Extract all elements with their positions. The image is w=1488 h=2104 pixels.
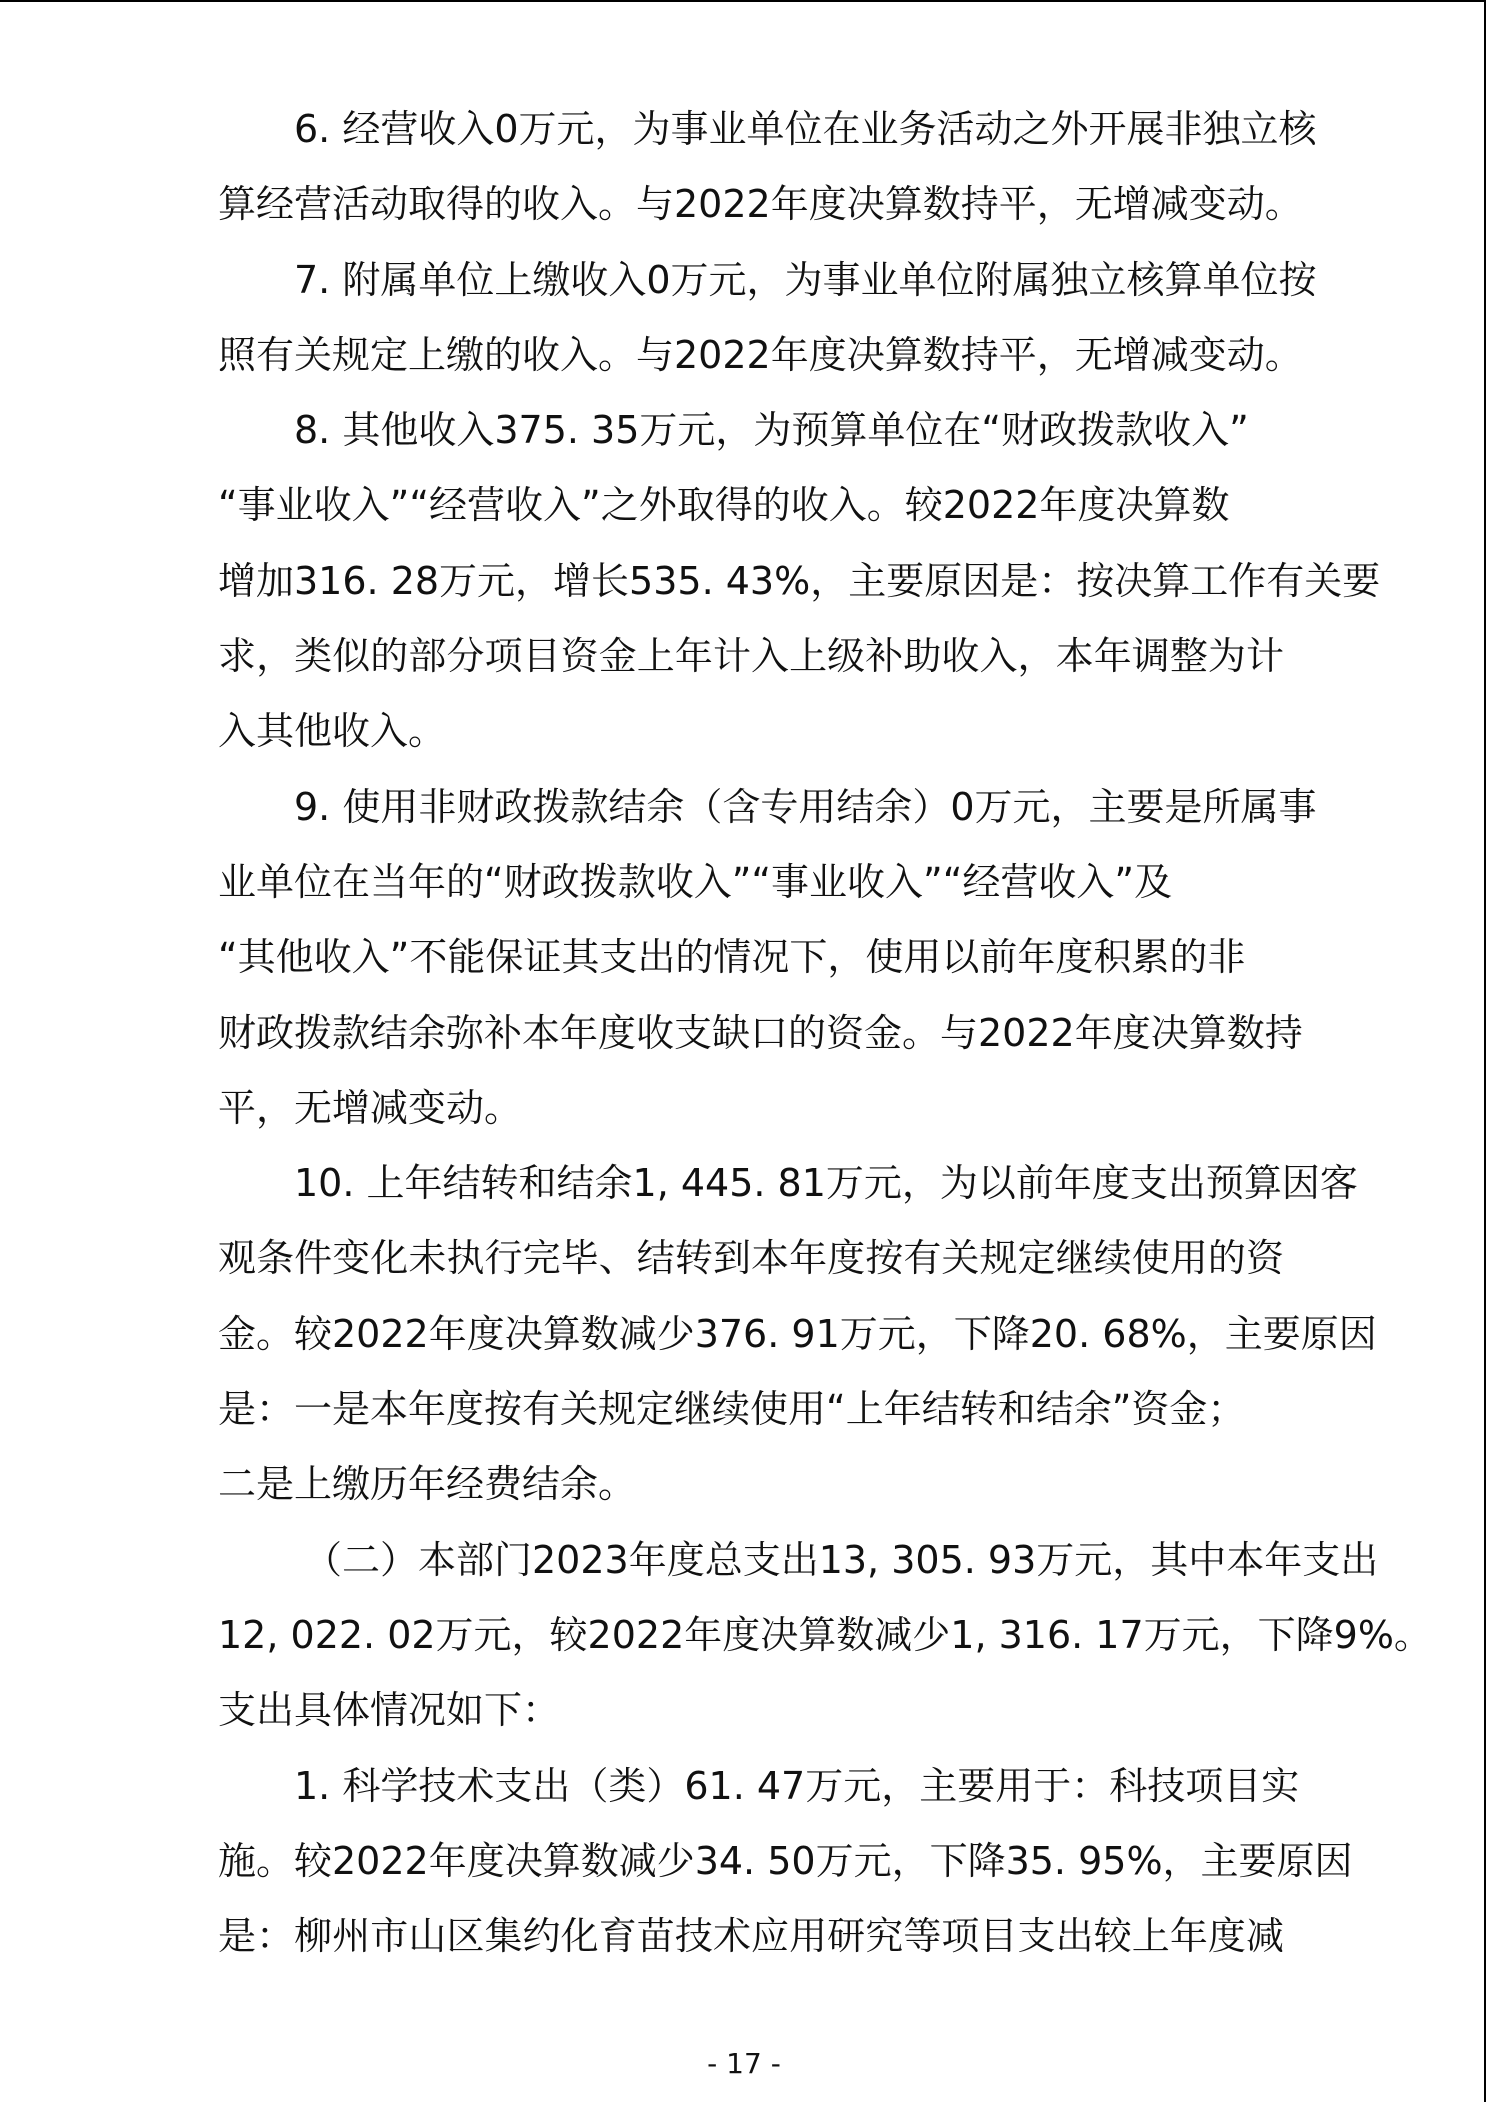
text-line: 是：柳州市山区集约化育苗技术应用研究等项目支出较上年度减: [218, 1914, 1284, 1959]
text-line: 增加316. 28万元，增长535. 43%，主要原因是：按决算工作有关要: [218, 558, 1381, 603]
text-line: 7. 附属单位上缴收入0万元，为事业单位附属独立核算单位按: [294, 257, 1317, 302]
text-line: 6. 经营收入0万元，为事业单位在业务活动之外开展非独立核: [294, 107, 1317, 151]
text-line: （二）本部门2023年度总支出13, 305. 93万元，其中本年支出: [304, 1537, 1379, 1582]
text-line: 12, 022. 02万元，较2022年度决算数减少1, 316. 17万元，下降9%。: [218, 1612, 1432, 1657]
text-line: 财政拨款结余弥补本年度收支缺口的资金。与2022年度决算数持: [218, 1010, 1303, 1055]
text-line: 支出具体情况如下：: [218, 1688, 561, 1733]
text-line: 观条件变化未执行完毕、结转到本年度按有关规定继续使用的资: [218, 1236, 1284, 1281]
text-line: 二是上缴历年经费结余。: [218, 1462, 637, 1507]
text-line: “事业收入”“经营收入”之外取得的收入。较2022年度决算数: [218, 483, 1230, 528]
text-line: 入其他收入。: [218, 709, 447, 754]
text-line: 业单位在当年的“财政拨款收入”“事业收入”“经营收入”及: [218, 859, 1173, 904]
text-line: 算经营活动取得的收入。与2022年度决算数持平，无增减变动。: [218, 182, 1303, 227]
document-body: [218, 92, 1432, 1974]
text-line: 施。较2022年度决算数减少34. 50万元，下降35. 95%，主要原因: [218, 1838, 1353, 1883]
text-line: 1. 科学技术支出（类）61. 47万元，主要用于：科技项目实: [294, 1763, 1300, 1808]
text-line: “其他收入”不能保证其支出的情况下，使用以前年度积累的非: [218, 935, 1246, 980]
text-line: 10. 上年结转和结余1, 445. 81万元，为以前年度支出预算因客: [294, 1161, 1358, 1206]
text-line: 平，无增减变动。: [218, 1085, 523, 1130]
text-line: 金。较2022年度决算数减少376. 91万元，下降20. 68%，主要原因: [218, 1311, 1377, 1356]
text-line: 求，类似的部分项目资金上年计入上级补助收入，本年调整为计: [218, 634, 1284, 679]
text-line: 8. 其他收入375. 35万元，为预算单位在“财政拨款收入”: [294, 408, 1249, 453]
text-line: 9. 使用非财政拨款结余（含专用结余）0万元，主要是所属事: [294, 784, 1317, 829]
text-line: 是：一是本年度按有关规定继续使用“上年结转和结余”资金；: [218, 1387, 1246, 1432]
text-line: 照有关规定上缴的收入。与2022年度决算数持平，无增减变动。: [218, 332, 1303, 377]
page-number: - 17 -: [707, 2047, 781, 2080]
